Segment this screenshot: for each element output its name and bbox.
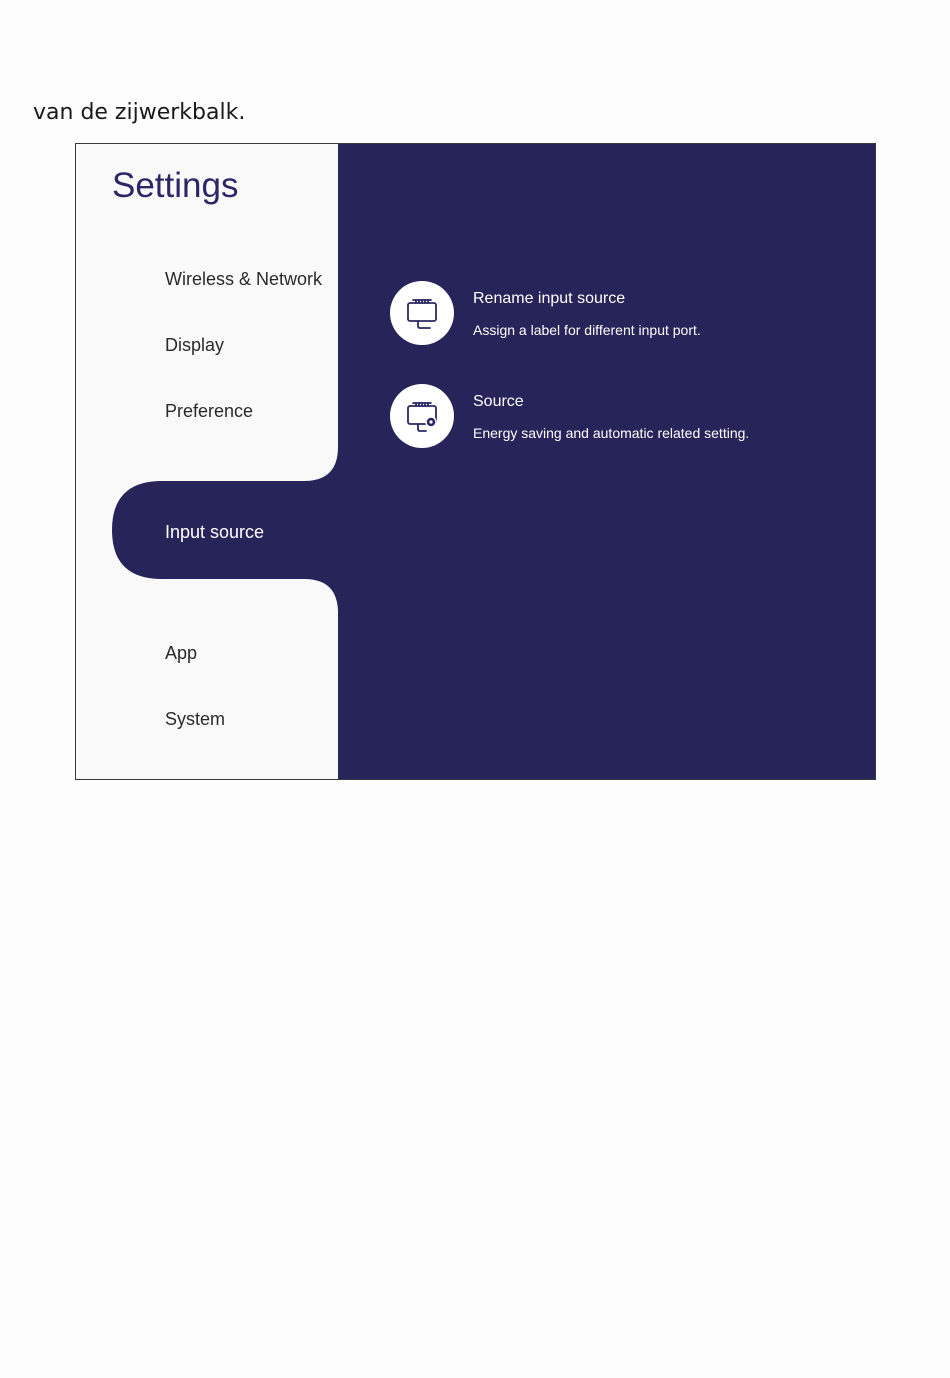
sidebar-item-app[interactable]: App (165, 643, 198, 663)
monitor-gear-icon (390, 384, 454, 448)
document-text: van de zijwerkbalk. (33, 100, 246, 125)
source-title: Source (473, 393, 524, 410)
source-description: Energy saving and automatic related setting. (473, 425, 750, 441)
rename-input-source-title: Rename input source (473, 290, 626, 307)
sidebar-item-system[interactable]: System (165, 709, 226, 729)
sidebar-item-preference[interactable]: Preference (165, 401, 254, 421)
monitor-cable-icon (390, 281, 454, 345)
sidebar-item-display[interactable]: Display (165, 335, 225, 355)
sidebar-item-wireless-network[interactable]: Wireless & Network (165, 269, 323, 289)
settings-screenshot (75, 143, 876, 780)
settings-title: Settings (112, 166, 239, 205)
rename-input-source-description: Assign a label for different input port. (473, 322, 701, 338)
sidebar-background (76, 144, 338, 779)
sidebar-item-input-source[interactable]: Input source (165, 522, 265, 542)
